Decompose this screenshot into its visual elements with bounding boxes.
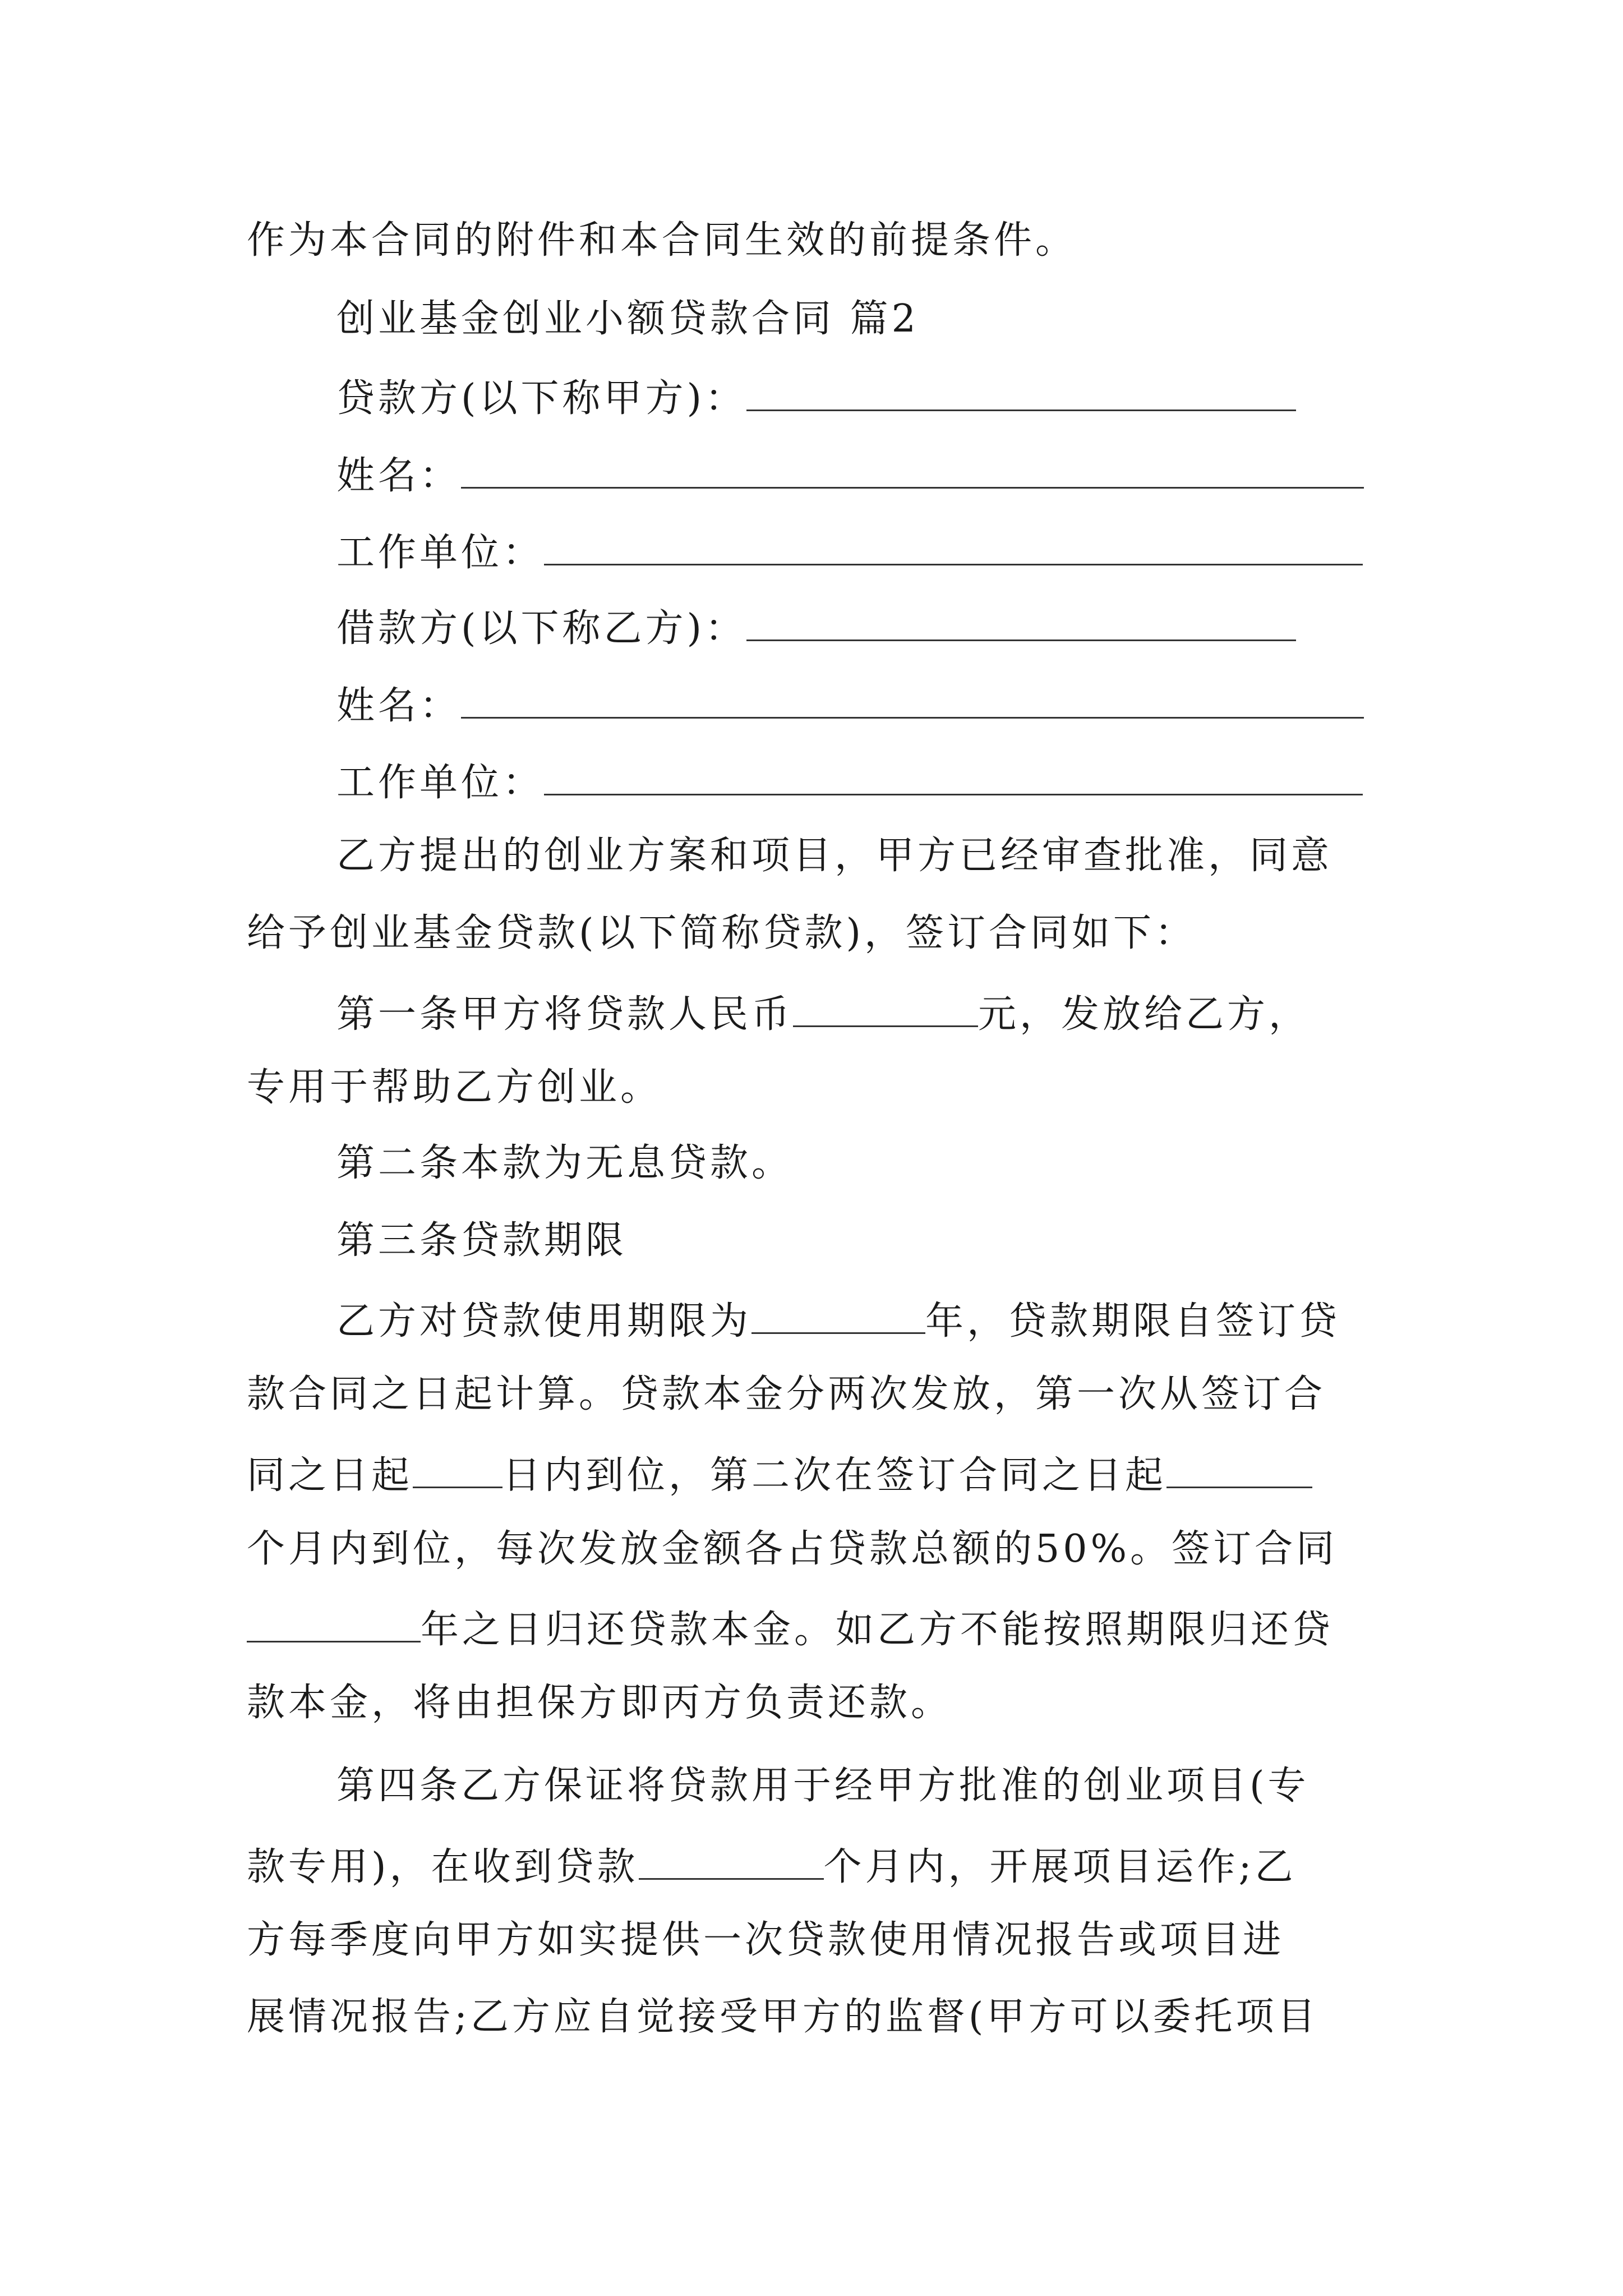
paragraph-line xyxy=(247,1995,1319,2039)
borrower-field xyxy=(336,606,1296,651)
paragraph-line xyxy=(247,218,1077,263)
text: 乙方提出的创业方案和项目，甲方已经审查批准，同意 xyxy=(336,834,1333,878)
fill-blank xyxy=(461,683,1364,719)
text: 给予创业基金贷款(以下简称贷款)，签订合同如下： xyxy=(247,911,1197,955)
fill-blank xyxy=(793,992,978,1027)
name-field xyxy=(336,453,1364,498)
fill-blank xyxy=(639,1844,824,1880)
paragraph-line xyxy=(336,834,1333,878)
field-label: 借款方(以下称乙方)： xyxy=(336,606,747,651)
text: 款本金，将由担保方即丙方负责还款。 xyxy=(247,1681,953,1725)
name-field xyxy=(336,683,1364,728)
text: 第二条本款为无息贷款。 xyxy=(336,1141,794,1185)
text: 作为本合同的附件和本合同生效的前提条件。 xyxy=(247,218,1077,263)
paragraph-line xyxy=(247,911,1197,955)
text: 创业基金创业小额贷款合同 篇2 xyxy=(336,297,919,341)
text: 款专用)，在收到贷款 xyxy=(247,1845,639,1889)
paragraph-line xyxy=(247,1453,1312,1498)
paragraph-line xyxy=(247,1065,662,1110)
text: 年之日归还贷款本金。如乙方不能按照期限归还贷 xyxy=(421,1608,1334,1652)
paragraph-line xyxy=(336,992,1311,1037)
section-title xyxy=(336,297,919,341)
field-label: 工作单位： xyxy=(336,761,545,805)
fill-blank xyxy=(413,1453,502,1488)
text: 第三条贷款期限 xyxy=(336,1218,628,1263)
text: 展情况报告;乙方应自觉接受甲方的监督(甲方可以委托项目 xyxy=(247,1995,1319,2039)
text: 元，发放给乙方， xyxy=(978,992,1311,1037)
paragraph-line xyxy=(247,1372,1326,1416)
fill-blank xyxy=(247,1607,421,1642)
paragraph-line xyxy=(247,1681,953,1725)
fill-blank xyxy=(544,760,1363,795)
lender-field xyxy=(336,376,1296,421)
paragraph-line xyxy=(247,1844,1296,1887)
work-unit-field xyxy=(336,530,1363,575)
text: 乙方对贷款使用期限为 xyxy=(336,1299,752,1343)
text: 方每季度向甲方如实提供一次贷款使用情况报告或项目进 xyxy=(247,1918,1285,1962)
paragraph-line xyxy=(247,1918,1285,1962)
text: 日内到位，第二次在签订合同之日起 xyxy=(502,1453,1167,1498)
field-label: 姓名： xyxy=(336,684,462,728)
text: 专用于帮助乙方创业。 xyxy=(247,1065,662,1110)
paragraph-line xyxy=(247,1607,1334,1652)
text: 年，贷款期限自签订贷 xyxy=(925,1299,1341,1343)
fill-blank xyxy=(1166,1453,1312,1488)
clause-heading xyxy=(336,1218,628,1263)
field-label: 贷款方(以下称甲方)： xyxy=(336,376,747,421)
fill-blank xyxy=(746,376,1296,411)
field-label: 姓名： xyxy=(336,454,462,498)
field-label: 工作单位： xyxy=(336,531,545,575)
text: 第四条乙方保证将贷款用于经甲方批准的创业项目(专 xyxy=(336,1764,1310,1808)
fill-blank xyxy=(544,530,1363,565)
work-unit-field xyxy=(336,760,1363,805)
fill-blank xyxy=(461,453,1364,489)
text: 同之日起 xyxy=(247,1453,413,1498)
paragraph-line xyxy=(336,1299,1340,1341)
paragraph-line xyxy=(336,1764,1310,1808)
text: 第一条甲方将贷款人民币 xyxy=(336,992,794,1037)
fill-blank xyxy=(746,606,1296,641)
fill-blank xyxy=(751,1299,925,1334)
text: 个月内到位，每次发放金额各占贷款总额的50%。签订合同 xyxy=(247,1527,1338,1571)
paragraph-line xyxy=(336,1141,794,1185)
text: 个月内，开展项目运作;乙 xyxy=(823,1845,1297,1889)
text: 款合同之日起计算。贷款本金分两次发放，第一次从签订合 xyxy=(247,1372,1326,1416)
paragraph-line xyxy=(247,1527,1338,1571)
